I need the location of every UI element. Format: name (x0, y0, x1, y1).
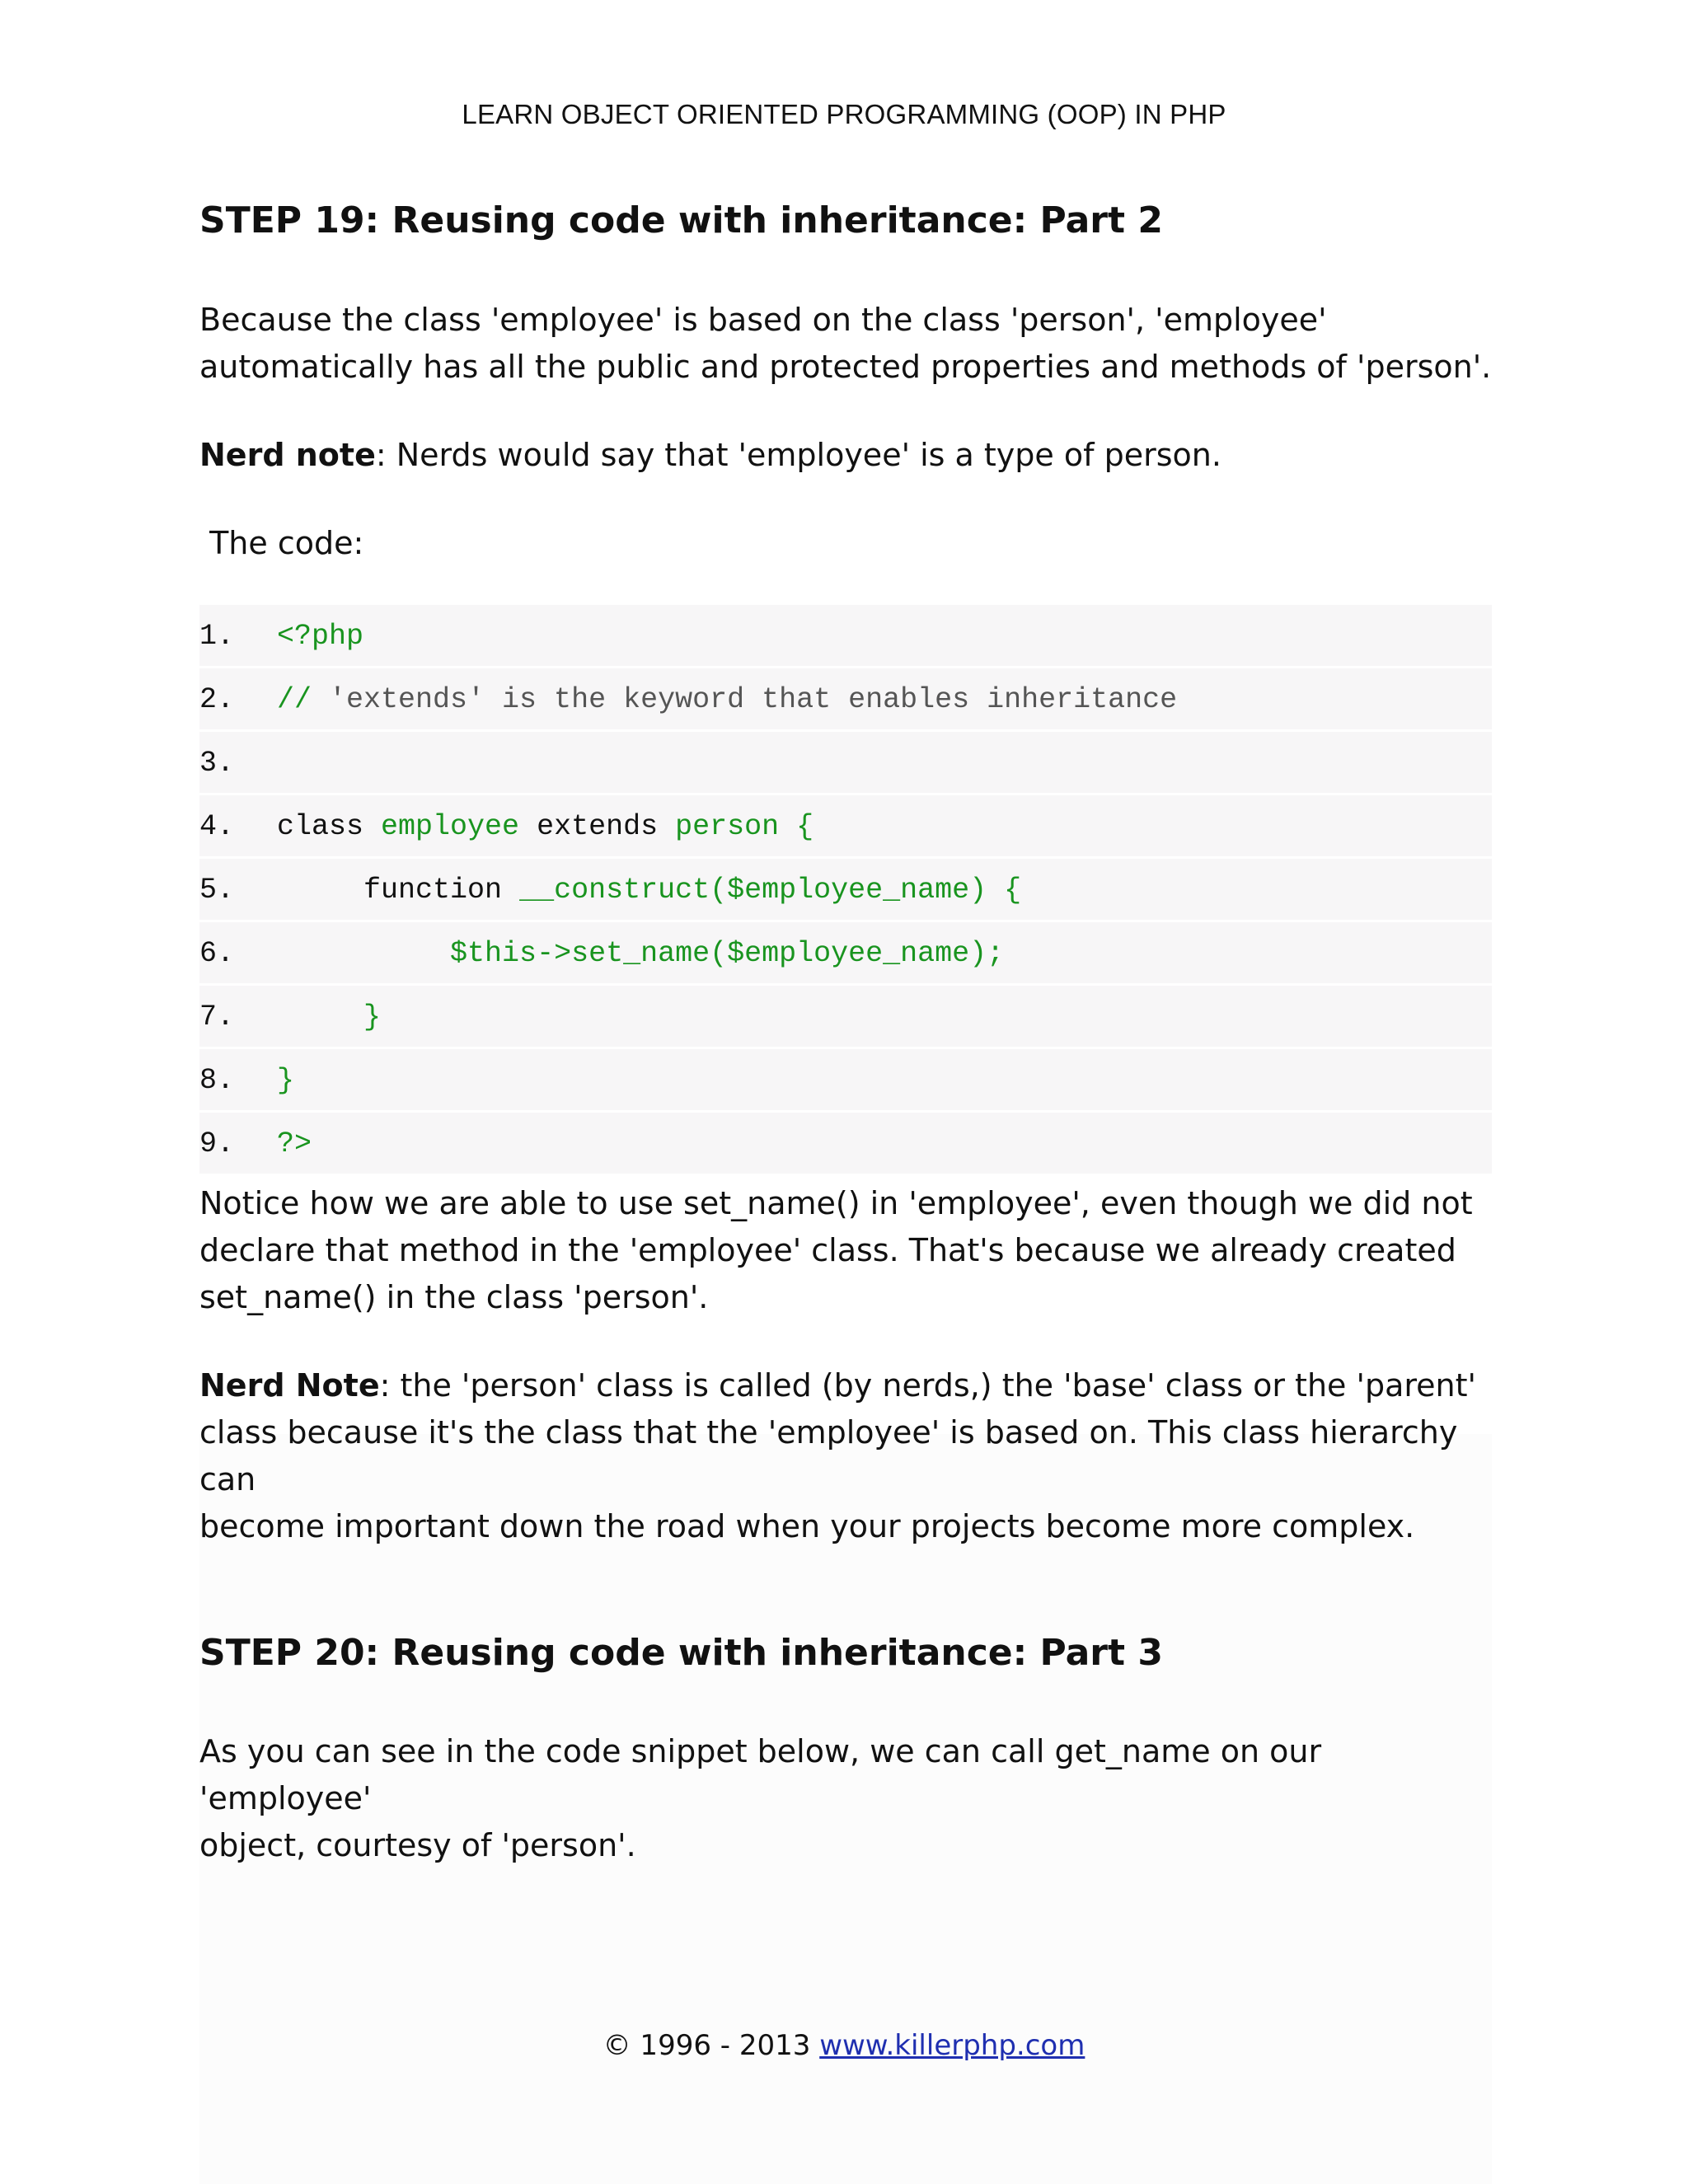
code-token: employee (381, 810, 520, 843)
nerd-note-2 (199, 1362, 1492, 1550)
code-token: __construct($employee_name) { (519, 874, 1022, 907)
code-line-text (277, 1064, 294, 1097)
nerd-note-text: : the 'person' class is called (by nerds,) the 'base' class or the 'parent' (379, 1367, 1476, 1404)
paragraph-line: set_name() in the class 'person'. (199, 1279, 709, 1315)
code-line-number: 5. (199, 874, 235, 907)
code-intro: The code: (199, 525, 364, 561)
step-20-title: STEP 20: Reusing code with inheritance: Part 3 (199, 1632, 1163, 1674)
code-row (199, 859, 1492, 920)
code-token (277, 937, 450, 970)
paragraph-line (199, 1362, 1492, 1409)
code-block (199, 605, 1492, 1176)
code-row (199, 1113, 1492, 1174)
code-token (277, 1001, 363, 1033)
killerphp-link[interactable]: www.killerphp.com (819, 2029, 1085, 2062)
step-19-title: STEP 19: Reusing code with inheritance: Part 2 (199, 199, 1163, 241)
code-line-number: 6. (199, 937, 235, 970)
code-line-text (277, 1127, 312, 1160)
code-token: } (277, 1064, 295, 1097)
nerd-note-text: : Nerds would say that 'employee' is a type of person. (375, 437, 1221, 473)
paragraph-line: become important down the road when your projects become more complex. (199, 1508, 1415, 1544)
code-line-number: 3. (199, 747, 235, 780)
nerd-note-label: Nerd Note (199, 1367, 380, 1404)
code-row (199, 1049, 1492, 1110)
code-line-text (277, 810, 814, 843)
code-token: <?php (277, 620, 364, 653)
paragraph-line: class because it's the class that the 'employee' is based on. This class hierarchy can (199, 1414, 1458, 1497)
code-token: person { (675, 810, 814, 843)
code-row (199, 795, 1492, 856)
code-line-text (277, 874, 1021, 907)
step-20-intro-paragraph (199, 1728, 1492, 1869)
code-row (199, 732, 1492, 793)
paragraph-line: As you can see in the code snippet below, we can call get_name on our 'employee' (199, 1733, 1322, 1816)
code-token: $this->set_name($employee_name); (450, 937, 1005, 970)
code-line-text (277, 937, 1004, 970)
code-line-text (277, 683, 1177, 716)
page-footer (0, 2029, 1688, 2062)
code-token: class (277, 810, 382, 843)
code-row (199, 986, 1492, 1047)
paragraph-line: automatically has all the public and protected properties and methods of 'person'. (199, 349, 1492, 385)
code-line-text (277, 620, 363, 653)
code-token: } (363, 1001, 382, 1033)
paragraph-line: object, courtesy of 'person'. (199, 1827, 636, 1863)
code-line-number: 9. (199, 1127, 235, 1160)
nerd-note-label: Nerd note (199, 437, 376, 473)
code-row (199, 668, 1492, 729)
code-line-text (277, 1001, 381, 1033)
code-token: extends (519, 810, 676, 843)
code-row (199, 605, 1492, 666)
code-token: function (277, 874, 520, 907)
paragraph-line: Because the class 'employee' is based on the class 'person', 'employee' (199, 302, 1327, 338)
code-line-number: 7. (199, 1001, 235, 1033)
step-19-intro-paragraph (199, 297, 1492, 391)
paragraph-line: declare that method in the 'employee' class. That's because we already created (199, 1232, 1456, 1268)
code-token: 'extends' is the keyword that enables inheritance (329, 683, 1178, 716)
nerd-note-1 (199, 432, 1492, 479)
code-token: // (277, 683, 330, 716)
code-token: ?> (277, 1127, 312, 1160)
code-line-number: 2. (199, 683, 235, 716)
code-line-number: 4. (199, 810, 235, 843)
code-row (199, 922, 1492, 983)
code-line-number: 1. (199, 620, 235, 653)
code-line-number: 8. (199, 1064, 235, 1097)
paragraph-line: Notice how we are able to use set_name() in 'employee', even though we did not (199, 1185, 1473, 1221)
step-19-explanation-paragraph (199, 1180, 1492, 1321)
page-header: LEARN OBJECT ORIENTED PROGRAMMING (OOP) IN PHP (462, 99, 1226, 129)
copyright-text: © 1996 - 2013 (603, 2029, 820, 2062)
